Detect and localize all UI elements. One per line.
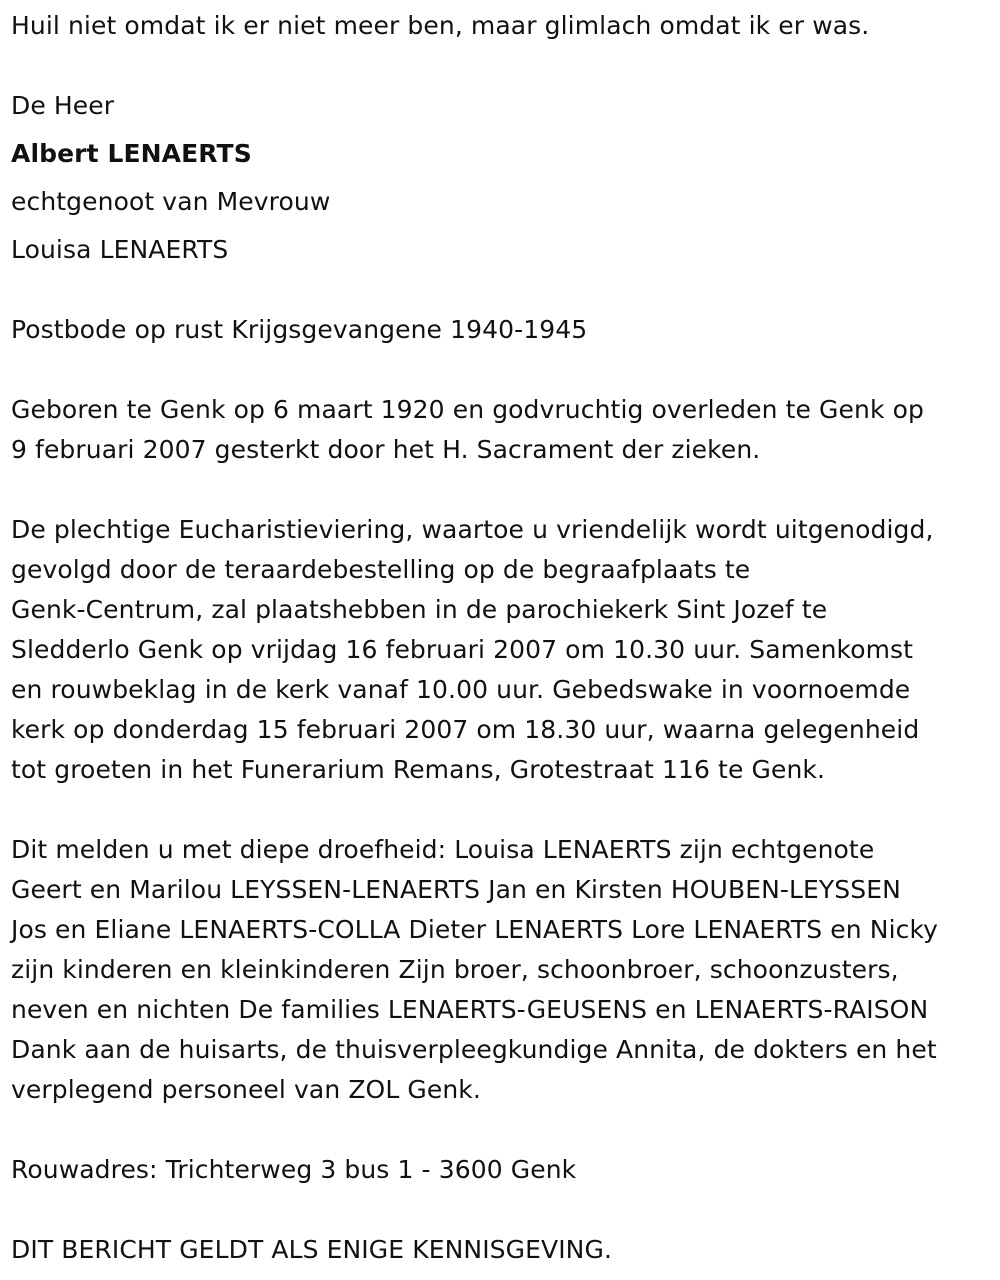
paragraph-line: Jos en Eliane LENAERTS-COLLA Dieter LENAERTS Lore LENAERTS en Nicky [11, 915, 939, 944]
paragraph-line: De plechtige Eucharistieviering, waartoe u vriendelijk wordt uitgenodigd, [11, 515, 934, 544]
paragraph-line: Geboren te Genk op 6 maart 1920 en godvruchtig overleden te Genk op [11, 395, 924, 424]
paragraph-line: kerk op donderdag 15 februari 2007 om 18.30 uur, waarna gelegenheid [11, 715, 920, 744]
paragraph-line: tot groeten in het Funerarium Remans, Grotestraat 116 te Genk. [11, 755, 826, 784]
paragraph-line: en rouwbeklag in de kerk vanaf 10.00 uur. Gebedswake in voornoemde [11, 675, 911, 704]
paragraph-line: neven en nichten De families LENAERTS-GEUSENS en LENAERTS-RAISON [11, 995, 929, 1024]
notice-statement: DIT BERICHT GELDT ALS ENIGE KENNISGEVING. [11, 1235, 612, 1264]
quote: Huil niet omdat ik er niet meer ben, maar glimlach omdat ik er was. [11, 11, 870, 40]
paragraph-line: Geert en Marilou LEYSSEN-LENAERTS Jan en Kirsten HOUBEN-LEYSSEN [11, 875, 901, 904]
mourning-address: Rouwadres: Trichterweg 3 bus 1 - 3600 Genk [11, 1155, 577, 1184]
paragraph-line: gevolgd door de teraardebestelling op de begraafplaats te [11, 555, 751, 584]
paragraph-line: Sledderlo Genk op vrijdag 16 februari 2007 om 10.30 uur. Samenkomst [11, 635, 914, 664]
deceased-name: Albert LENAERTS [11, 139, 252, 168]
occupation: Postbode op rust Krijgsgevangene 1940-1945 [11, 315, 588, 344]
paragraph-line: Dank aan de huisarts, de thuisverpleegkundige Annita, de dokters en het [11, 1035, 937, 1064]
paragraph-line: Genk-Centrum, zal plaatshebben in de parochiekerk Sint Jozef te [11, 595, 828, 624]
spouse-name: Louisa LENAERTS [11, 235, 229, 264]
paragraph-line: zijn kinderen en kleinkinderen Zijn broer, schoonbroer, schoonzusters, [11, 955, 899, 984]
paragraph-line: 9 februari 2007 gesterkt door het H. Sacrament der zieken. [11, 435, 761, 464]
paragraph-line: Dit melden u met diepe droefheid: Louisa LENAERTS zijn echtgenote [11, 835, 875, 864]
paragraph-line: verplegend personeel van ZOL Genk. [11, 1075, 481, 1104]
honorific: De Heer [11, 91, 115, 120]
spouse-intro: echtgenoot van Mevrouw [11, 187, 331, 216]
